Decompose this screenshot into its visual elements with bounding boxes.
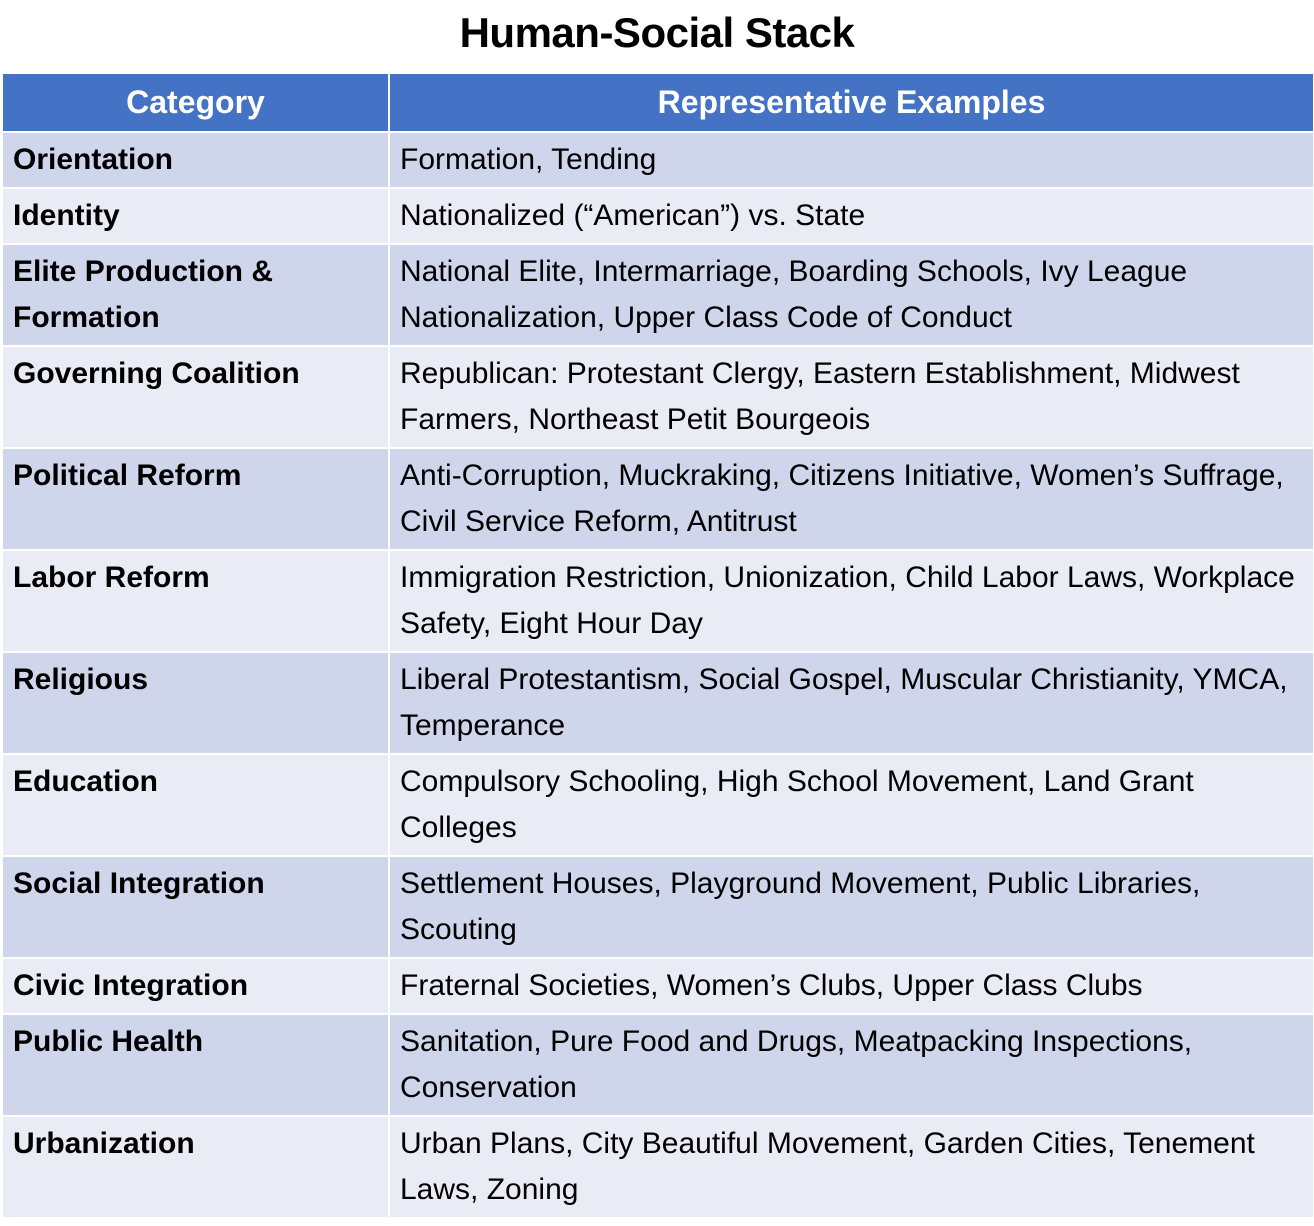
table-row xyxy=(2,958,1314,1014)
examples-cell: Nationalized (“American”) vs. State xyxy=(389,188,1314,244)
category-cell: Identity xyxy=(2,188,389,244)
table-row xyxy=(2,754,1314,856)
category-cell: Governing Coalition xyxy=(2,346,389,448)
examples-cell: Fraternal Societies, Women’s Clubs, Upper Class Clubs xyxy=(389,958,1314,1014)
examples-cell: Liberal Protestantism, Social Gospel, Muscular Christianity, YMCA, Temperance xyxy=(389,652,1314,754)
examples-cell: Republican: Protestant Clergy, Eastern Establishment, Midwest Farmers, Northeast Petit Bourgeois xyxy=(389,346,1314,448)
table-header-row xyxy=(2,73,1314,132)
examples-cell: Formation, Tending xyxy=(389,132,1314,188)
examples-cell: Urban Plans, City Beautiful Movement, Garden Cities, Tenement Laws, Zoning xyxy=(389,1116,1314,1218)
examples-cell: Anti-Corruption, Muckraking, Citizens Initiative, Women’s Suffrage, Civil Service Reform, Antitrust xyxy=(389,448,1314,550)
examples-cell: National Elite, Intermarriage, Boarding Schools, Ivy League Nationalization, Upper Class Code of Conduct xyxy=(389,244,1314,346)
table-row xyxy=(2,346,1314,448)
examples-cell: Settlement Houses, Playground Movement, Public Libraries, Scouting xyxy=(389,856,1314,958)
page-title: Human-Social Stack xyxy=(459,9,855,56)
examples-cell: Immigration Restriction, Unionization, Child Labor Laws, Workplace Safety, Eight Hour Day xyxy=(389,550,1314,652)
category-cell: Education xyxy=(2,754,389,856)
header-examples: Representative Examples xyxy=(389,73,1314,132)
category-cell: Urbanization xyxy=(2,1116,389,1218)
category-cell: Labor Reform xyxy=(2,550,389,652)
examples-cell: Sanitation, Pure Food and Drugs, Meatpacking Inspections, Conservation xyxy=(389,1014,1314,1116)
table-row xyxy=(2,244,1314,346)
table-row xyxy=(2,188,1314,244)
category-cell: Civic Integration xyxy=(2,958,389,1014)
table-row xyxy=(2,448,1314,550)
table-row xyxy=(2,856,1314,958)
stack-table xyxy=(1,72,1314,1219)
table-row xyxy=(2,652,1314,754)
table-row xyxy=(2,1014,1314,1116)
header-category: Category xyxy=(2,73,389,132)
category-cell: Political Reform xyxy=(2,448,389,550)
category-cell: Religious xyxy=(2,652,389,754)
table-row xyxy=(2,1116,1314,1218)
table-row xyxy=(2,550,1314,652)
table-row xyxy=(2,132,1314,188)
examples-cell: Compulsory Schooling, High School Movement, Land Grant Colleges xyxy=(389,754,1314,856)
category-cell: Elite Production & Formation xyxy=(2,244,389,346)
category-cell: Public Health xyxy=(2,1014,389,1116)
category-cell: Social Integration xyxy=(2,856,389,958)
category-cell: Orientation xyxy=(2,132,389,188)
